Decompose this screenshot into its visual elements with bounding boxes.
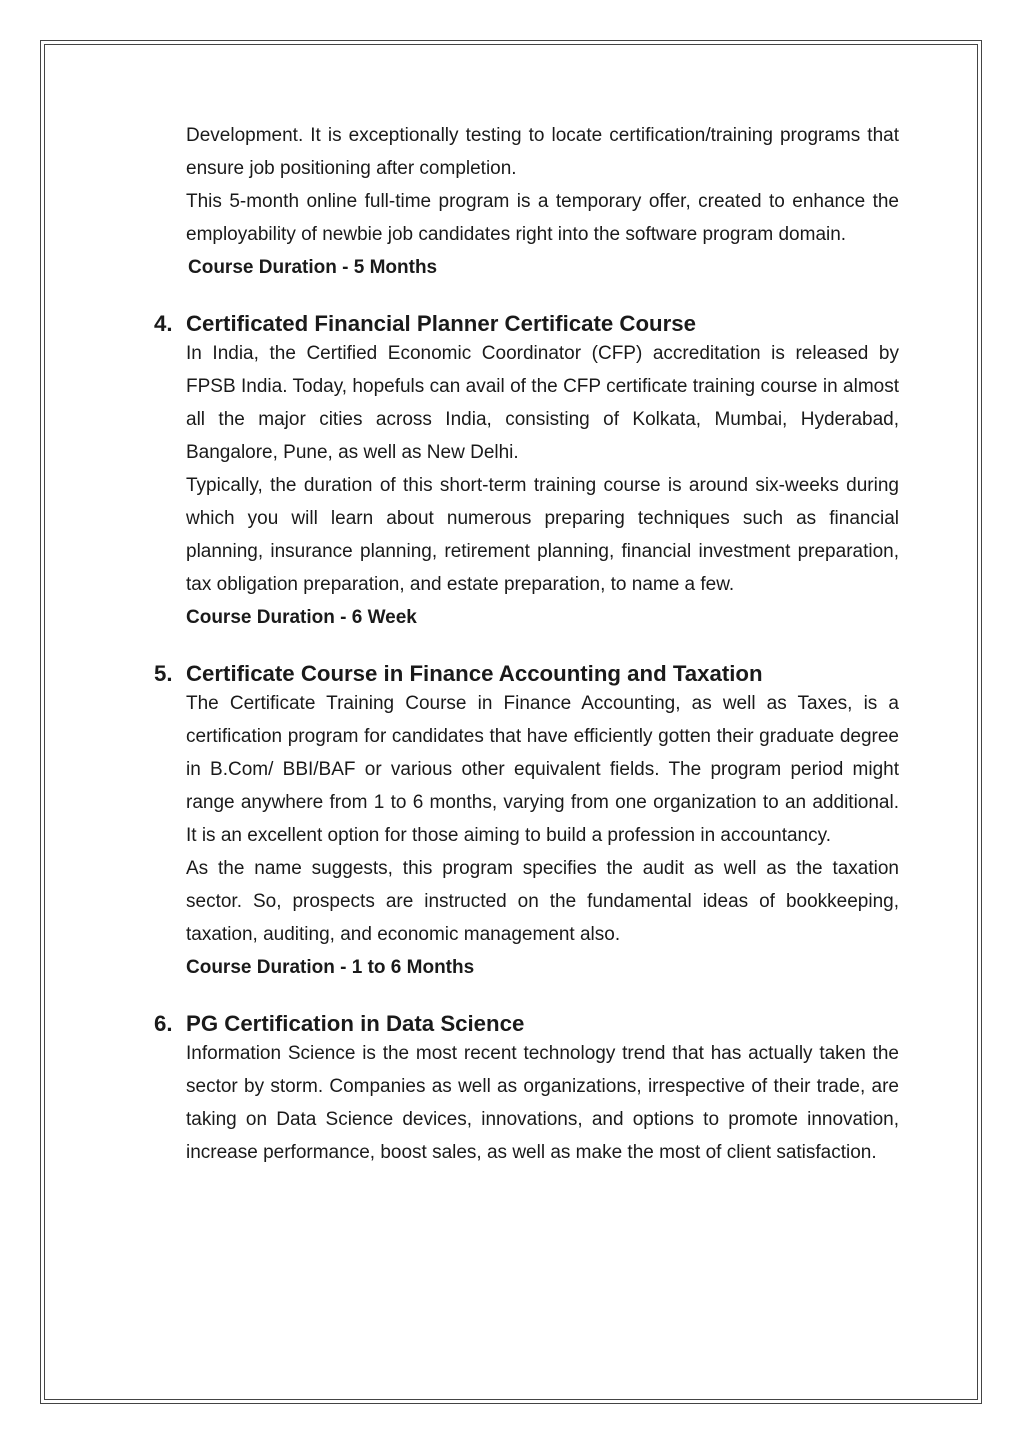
section-paragraph: Information Science is the most recent technology trend that has actually taken the sector by storm. Companies as well as organizations, irrespective of their trade, are taking on Data Science devices, innovations, and options to promote innovation, increase performance, boost sales, as well as make the most of client satisfaction. [186, 1043, 899, 1163]
section-4 [154, 311, 899, 634]
section-paragraph: In India, the Certified Economic Coordinator (CFP) accreditation is released by FPSB India. Today, hopefuls can avail of the CFP certificate training course in almost all the major cities across India, consisting of Kolkata, Mumbai, Hyderabad, Bangalore, Pune, as well as New Delhi. [186, 343, 899, 463]
section-paragraph: As the name suggests, this program specifies the audit as well as the taxation sector. So, prospects are instructed on the fundamental ideas of bookkeeping, taxation, auditing, and economic management also. [186, 858, 899, 945]
course-duration: Course Duration - 1 to 6 Months [186, 957, 475, 978]
intro-block [186, 119, 899, 284]
section-heading [154, 1011, 899, 1037]
intro-paragraph: This 5-month online full-time program is a temporary offer, created to enhance the employability of newbie job candidates right into the software program domain. [186, 191, 899, 245]
document-content [154, 119, 899, 1169]
section-title: Certificate Course in Finance Accounting and Taxation [186, 661, 763, 686]
section-title: PG Certification in Data Science [186, 1011, 525, 1036]
course-duration: Course Duration - 5 Months [188, 257, 438, 278]
section-number: 4. [154, 311, 173, 336]
section-number: 5. [154, 661, 173, 686]
section-heading [154, 311, 899, 337]
section-paragraph: The Certificate Training Course in Finance Accounting, as well as Taxes, is a certification program for candidates that have efficiently gotten their graduate degree in B.Com/ BBI/BAF or various other equivalent fields. The program period might range anywhere from 1 to 6 months, varying from one organization to an additional. It is an excellent option for those aiming to build a profession in accountancy. [186, 693, 899, 846]
section-number: 6. [154, 1011, 173, 1036]
course-duration: Course Duration - 6 Week [186, 607, 417, 628]
section-5 [154, 661, 899, 984]
section-title: Certificated Financial Planner Certificate Course [186, 311, 696, 336]
intro-paragraph: Development. It is exceptionally testing to locate certification/training programs that ensure job positioning after completion. [186, 125, 899, 179]
section-heading [154, 661, 899, 687]
section-6 [154, 1011, 899, 1169]
section-paragraph: Typically, the duration of this short-term training course is around six-weeks during which you will learn about numerous preparing techniques such as financial planning, insurance planning, retirement planning, financial investment preparation, tax obligation preparation, and estate preparation, to name a few. [186, 475, 899, 595]
